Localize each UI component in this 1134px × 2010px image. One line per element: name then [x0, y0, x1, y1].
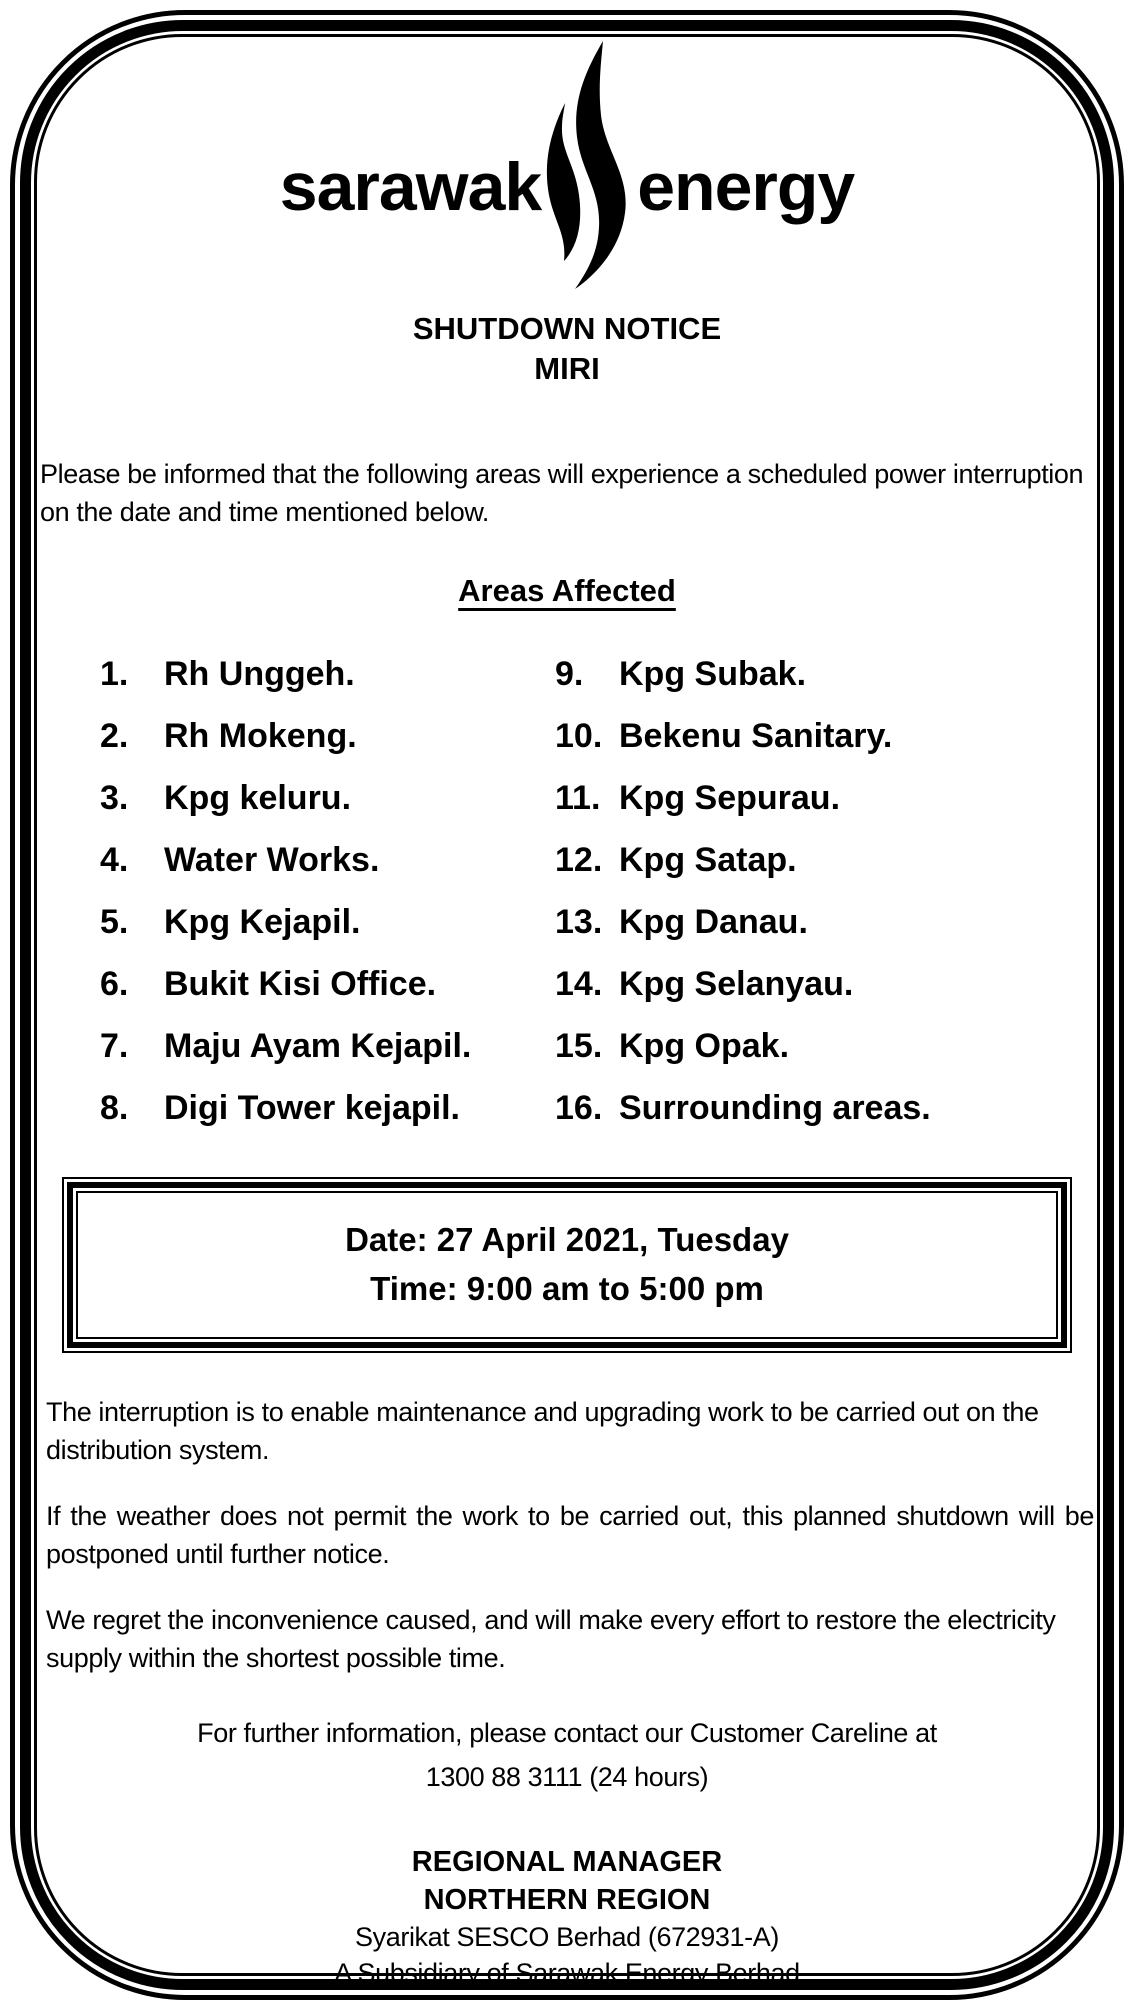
logo-word-energy: energy: [637, 149, 855, 225]
areas-column-right: [555, 643, 931, 1139]
maintenance-paragraph: The interruption is to enable maintenance and upgrading work to be carried out on the distribution system.: [46, 1397, 1039, 1465]
area-label: Kpg Kejapil.: [164, 903, 361, 941]
area-number: 1.: [100, 655, 129, 693]
area-label: Digi Tower kejapil.: [164, 1089, 460, 1127]
area-label: Maju Ayam Kejapil.: [164, 1027, 472, 1065]
schedule-time: Time: 9:00 am to 5:00 pm: [370, 1270, 764, 1307]
area-item: [100, 705, 555, 767]
area-number: 14.: [555, 965, 603, 1003]
area-number: 15.: [555, 1027, 603, 1065]
area-number: 3.: [100, 779, 129, 817]
area-number: 4.: [100, 841, 129, 879]
weather-paragraph: If the weather does not permit the work to be carried out, this planned shutdown will be postponed until further notice.: [46, 1501, 1094, 1569]
area-label: Kpg Subak.: [619, 655, 807, 693]
area-label: Rh Unggeh.: [164, 655, 355, 693]
intro-paragraph: Please be informed that the following areas will experience a scheduled power interruption on the date and time mentioned below.: [40, 459, 1084, 527]
contact-line1: For further information, please contact our Customer Careline at: [197, 1718, 937, 1748]
area-label: Water Works.: [164, 841, 380, 879]
notice-content: [40, 37, 1094, 1988]
area-number: 16.: [555, 1089, 603, 1127]
area-item: [100, 891, 555, 953]
area-item: [100, 953, 555, 1015]
area-item: [100, 767, 555, 829]
area-number: 5.: [100, 903, 129, 941]
area-label: Kpg Satap.: [619, 841, 797, 879]
areas-column-left: [100, 643, 555, 1139]
footer-subsidiary: A Subsidiary of Sarawak Energy Berhad: [334, 1958, 800, 1988]
area-label: Kpg keluru.: [164, 779, 352, 817]
area-number: 6.: [100, 965, 129, 1003]
area-item: [555, 829, 931, 891]
notice-title: [40, 309, 1094, 389]
notice-title-line1: SHUTDOWN NOTICE: [412, 311, 722, 346]
area-label: Surrounding areas.: [619, 1089, 931, 1127]
area-number: 9.: [555, 655, 584, 693]
area-label: Kpg Opak.: [619, 1027, 790, 1065]
area-item: [100, 1077, 555, 1139]
area-label: Bekenu Sanitary.: [619, 717, 893, 755]
area-label: Kpg Danau.: [619, 903, 808, 941]
area-label: Bukit Kisi Office.: [164, 965, 437, 1003]
areas-list: [40, 643, 1094, 1139]
area-item: [555, 953, 931, 1015]
area-number: 7.: [100, 1027, 129, 1065]
footer-block: [40, 1843, 1094, 1991]
schedule-box-inner: [76, 1191, 1058, 1339]
area-item: [555, 1015, 931, 1077]
notice-title-line2: MIRI: [534, 351, 600, 386]
area-item: [555, 1077, 931, 1139]
area-item: [555, 705, 931, 767]
regret-paragraph: We regret the inconvenience caused, and will make every effort to restore the electricity supply within the shortest possible time.: [46, 1605, 1056, 1673]
area-number: 8.: [100, 1089, 129, 1127]
schedule-date: Date: 27 April 2021, Tuesday: [345, 1221, 789, 1258]
schedule-box-middle-border: [67, 1182, 1067, 1348]
area-number: 2.: [100, 717, 129, 755]
area-number: 13.: [555, 903, 603, 941]
area-item: [100, 1015, 555, 1077]
area-label: Kpg Selanyau.: [619, 965, 854, 1003]
area-number: 12.: [555, 841, 603, 879]
footer-regional-manager: REGIONAL MANAGER: [411, 1846, 723, 1878]
logo-word-sarawak: sarawak: [279, 149, 542, 225]
area-item: [100, 829, 555, 891]
area-number: 10.: [555, 717, 603, 755]
contact-phone: 1300 88 3111 (24 hours): [425, 1762, 709, 1792]
area-label: Rh Mokeng.: [164, 717, 357, 755]
sarawak-energy-logo: [40, 31, 1094, 283]
footer-northern-region: NORTHERN REGION: [423, 1884, 711, 1916]
footer-company: Syarikat SESCO Berhad (672931-A): [355, 1922, 779, 1952]
schedule-box: [62, 1177, 1072, 1353]
area-item: [555, 891, 931, 953]
area-item: [555, 643, 931, 705]
area-item: [100, 643, 555, 705]
flame-icon: [531, 41, 641, 291]
contact-block: [40, 1711, 1094, 1799]
areas-affected-heading: Areas Affected: [458, 573, 676, 608]
area-item: [555, 767, 931, 829]
area-number: 11.: [555, 779, 601, 817]
area-label: Kpg Sepurau.: [619, 779, 841, 817]
